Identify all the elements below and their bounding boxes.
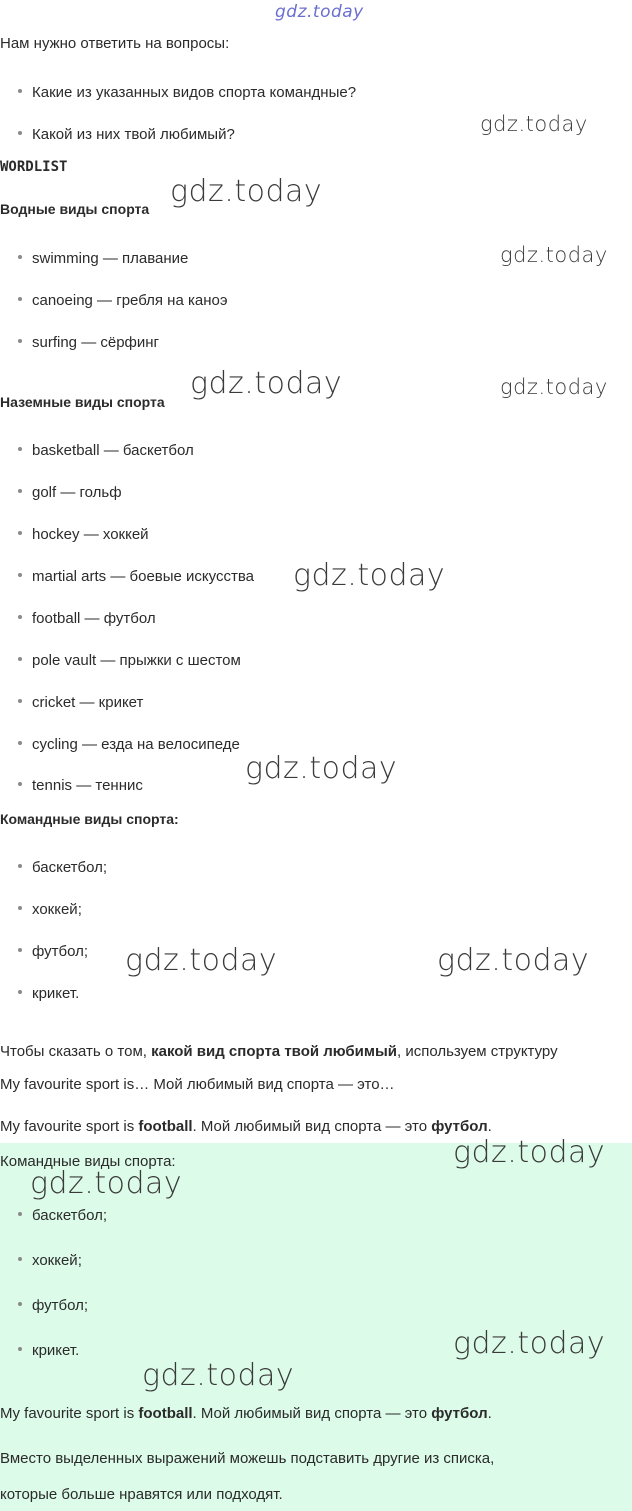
bullet-icon (18, 741, 22, 745)
bullet-icon (18, 657, 22, 661)
watermark: gdz.today (453, 1135, 606, 1170)
bullet-icon (18, 782, 22, 786)
bullet-icon (18, 1302, 22, 1306)
bullet-icon (18, 1212, 22, 1216)
example-sentence: My favourite sport is football. Мой любимый вид спорта — это футбол. (0, 1118, 492, 1135)
list-item: баскетбол; (18, 859, 107, 877)
watermark: gdz.today (142, 1358, 295, 1393)
list-item: футбол; (18, 943, 88, 961)
intro-text: Нам нужно ответить на вопросы: (0, 35, 230, 52)
watermark: gdz.today (437, 943, 590, 978)
bullet-icon (18, 131, 22, 135)
list-item: martial arts — боевые искусства (18, 568, 254, 586)
answer-heading: Командные виды спорта: (0, 1153, 176, 1170)
bullet-icon (18, 990, 22, 994)
list-item: крикет. (18, 1342, 79, 1360)
bullet-icon (18, 531, 22, 535)
list-item: golf — гольф (18, 484, 122, 502)
watermark: gdz.today (500, 243, 608, 267)
list-item: basketball — баскетбол (18, 442, 194, 460)
answer-note-line2: которые больше нравятся или подходят. (0, 1486, 283, 1503)
bullet-icon (18, 447, 22, 451)
list-item: canoeing — гребля на каноэ (18, 292, 227, 310)
watermark: gdz.today (170, 174, 323, 209)
watermark: gdz.today (245, 751, 398, 786)
bullet-icon (18, 573, 22, 577)
watermark: gdz.today (500, 375, 608, 399)
list-item: surfing — сёрфинг (18, 334, 159, 352)
list-item: cycling — езда на велосипеде (18, 736, 240, 754)
bullet-icon (18, 615, 22, 619)
bullet-icon (18, 906, 22, 910)
watermark: gdz.today (480, 112, 588, 136)
explanation-paragraph: Чтобы сказать о том, какой вид спорта твой любимый, используем структуру (0, 1043, 558, 1060)
bullet-icon (18, 89, 22, 93)
list-item: хоккей; (18, 1252, 82, 1270)
land-sports-heading: Наземные виды спорта (0, 394, 165, 410)
bullet-icon (18, 339, 22, 343)
bullet-icon (18, 1347, 22, 1351)
question-item: Какие из указанных видов спорта командные? (18, 84, 356, 102)
bullet-icon (18, 864, 22, 868)
bullet-icon (18, 948, 22, 952)
list-item: tennis — теннис (18, 777, 143, 795)
list-item: hockey — хоккей (18, 526, 149, 544)
answer-example-sentence: My favourite sport is football. Мой любимый вид спорта — это футбол. (0, 1405, 492, 1422)
team-sports-heading: Командные виды спорта: (0, 811, 179, 827)
structure-text: My favourite sport is… Мой любимый вид спорта — это… (0, 1076, 395, 1093)
watermark: gdz.today (190, 366, 343, 401)
list-item: хоккей; (18, 901, 82, 919)
list-item: cricket — крикет (18, 694, 143, 712)
watermark: gdz.today (125, 943, 278, 978)
list-item: баскетбол; (18, 1207, 107, 1225)
answer-note-line1: Вместо выделенных выражений можешь подставить другие из списка, (0, 1450, 495, 1467)
list-item: футбол; (18, 1297, 88, 1315)
watermark-top: gdz.today (275, 2, 364, 22)
list-item: крикет. (18, 985, 79, 1003)
bullet-icon (18, 489, 22, 493)
bullet-icon (18, 1257, 22, 1261)
bullet-icon (18, 699, 22, 703)
bullet-icon (18, 255, 22, 259)
list-item: pole vault — прыжки с шестом (18, 652, 241, 670)
list-item: swimming — плавание (18, 250, 188, 268)
watermark: gdz.today (453, 1326, 606, 1361)
question-item: Какой из них твой любимый? (18, 126, 235, 144)
watermark: gdz.today (293, 558, 446, 593)
watermark: gdz.today (30, 1166, 183, 1201)
list-item: football — футбол (18, 610, 156, 628)
water-sports-heading: Водные виды спорта (0, 201, 150, 217)
bullet-icon (18, 297, 22, 301)
wordlist-heading: WORDLIST (0, 159, 68, 175)
